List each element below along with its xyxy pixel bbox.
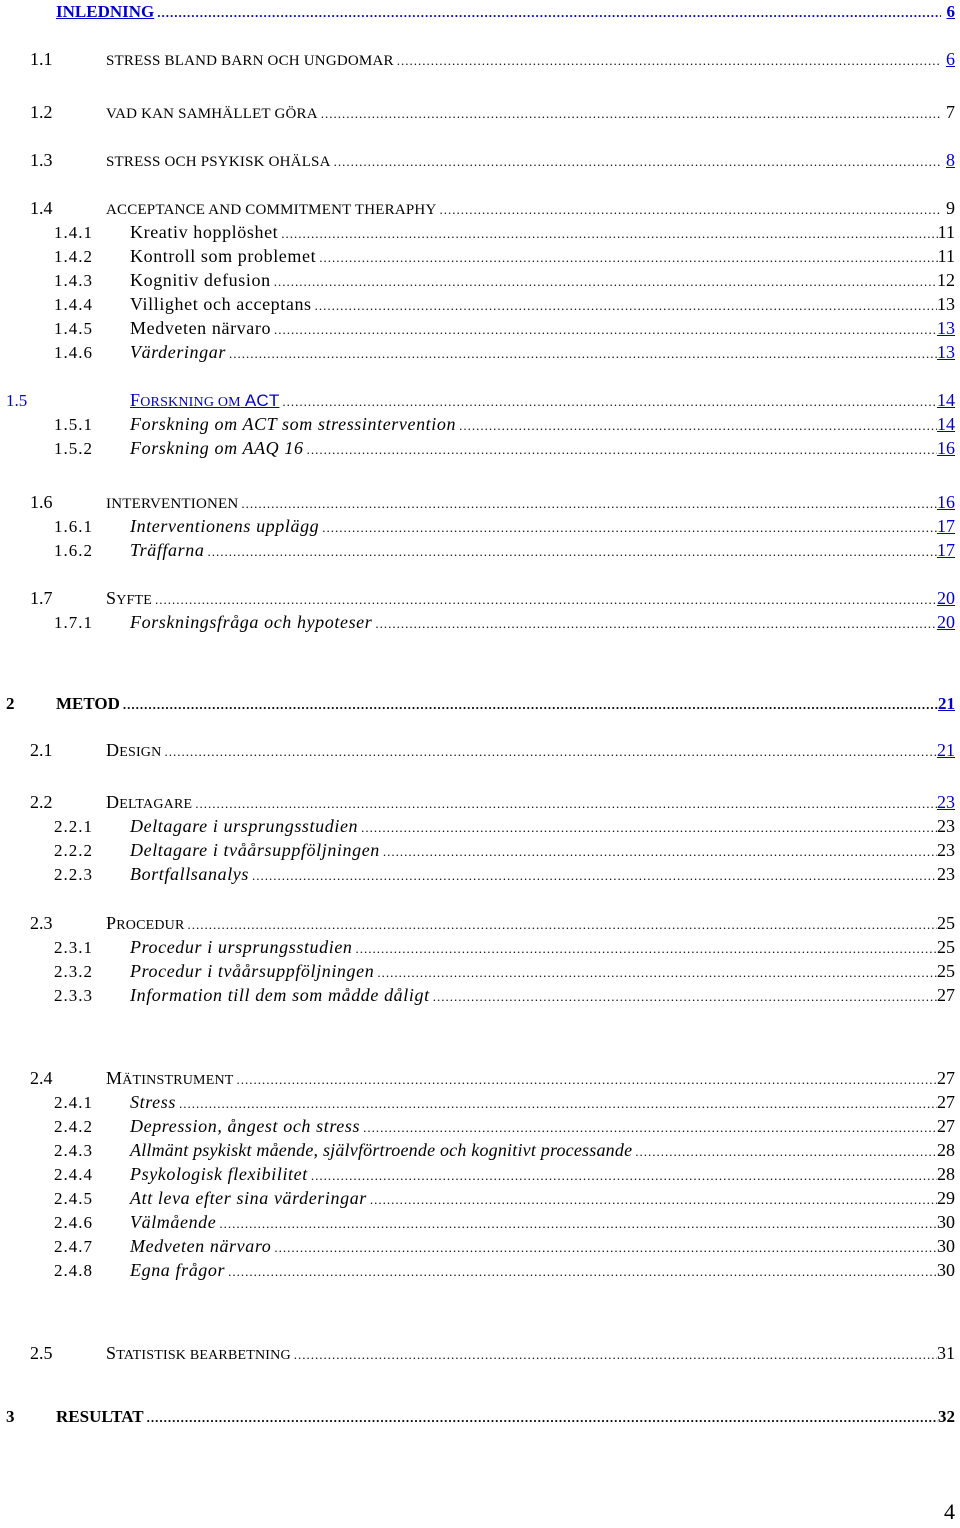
- toc-leader: [188, 913, 937, 937]
- toc-entry-2-4-7[interactable]: [0, 1234, 955, 1258]
- toc-entry-1-3[interactable]: [0, 148, 955, 172]
- toc-leader: [252, 864, 937, 888]
- toc-entry-2-4-5[interactable]: [0, 1186, 955, 1210]
- toc-entry-1-2[interactable]: [0, 100, 955, 124]
- toc-leader: [383, 840, 937, 864]
- toc-title: Kreativ hopplöshet: [130, 222, 279, 242]
- toc-page: 13: [937, 342, 955, 362]
- toc-title: Bortfallsanalys: [130, 864, 250, 884]
- toc-title: [106, 738, 164, 765]
- toc-title: METOD: [56, 694, 120, 713]
- toc-title: VAD KAN SAMHÄLLET GÖRA: [106, 106, 318, 122]
- toc-title-rest: ROCEDUR: [116, 918, 185, 933]
- toc-title: [106, 586, 155, 613]
- toc-leader: [377, 961, 937, 985]
- toc-entry-2-5[interactable]: [0, 1341, 955, 1365]
- toc-leader: [307, 438, 937, 462]
- toc-title: Stress: [130, 1092, 176, 1112]
- toc-page: 30: [937, 1212, 955, 1232]
- toc-leader: [319, 246, 937, 270]
- toc-leader: [440, 198, 942, 222]
- toc-entry-1-7[interactable]: [0, 586, 955, 610]
- toc-entry-2-2[interactable]: [0, 790, 955, 814]
- toc-title: ACCEPTANCE AND COMMITMENT THERAPHY: [106, 202, 437, 218]
- toc-title: Forskning om ACT som stressintervention: [130, 414, 457, 434]
- toc-entry-1-6-2[interactable]: [0, 538, 955, 562]
- toc-leader: [311, 1164, 937, 1188]
- toc-page: 30: [937, 1236, 955, 1256]
- toc-leader: [164, 740, 937, 764]
- toc-number: 1.3: [30, 150, 53, 170]
- toc-page: 27: [937, 1116, 955, 1136]
- toc-entry-2-1[interactable]: [0, 738, 955, 762]
- toc-page: 6: [946, 49, 955, 69]
- toc-leader: [397, 49, 941, 73]
- toc-entry-1-7-1[interactable]: [0, 610, 955, 634]
- toc-number: 2.4: [30, 1068, 53, 1088]
- toc-entry-2-2-1[interactable]: [0, 814, 955, 838]
- toc-title: Interventionens upplägg: [130, 516, 320, 536]
- toc-entry-1-5[interactable]: [0, 388, 955, 412]
- toc-entry-1-5-1[interactable]: [0, 412, 955, 436]
- toc-number: 2.4.1: [54, 1093, 93, 1112]
- toc-leader: [179, 1092, 937, 1116]
- toc-page: 13: [937, 318, 955, 338]
- toc-page: 23: [937, 816, 955, 836]
- toc-title: Villighet och acceptans: [130, 294, 312, 314]
- toc-number: 2: [6, 694, 15, 713]
- toc-title: Deltagare i ursprungsstudien: [130, 816, 359, 836]
- toc-entry-2-4[interactable]: [0, 1066, 955, 1090]
- toc-number: 1.6: [30, 492, 53, 512]
- toc-leader: [294, 1343, 937, 1367]
- toc-title: Egna frågor: [130, 1260, 226, 1280]
- toc-leader: [321, 102, 941, 126]
- toc-number: 1.4.1: [54, 223, 93, 242]
- toc-title: Kognitiv defusion: [130, 270, 271, 290]
- toc-leader: [635, 1140, 937, 1164]
- toc-page: 17: [937, 516, 955, 536]
- toc-page: 28: [937, 1140, 955, 1160]
- toc-entry-2-2-3[interactable]: [0, 862, 955, 886]
- toc-page: 30: [937, 1260, 955, 1280]
- toc-page: 12: [937, 270, 955, 290]
- toc-page: 11: [937, 246, 955, 266]
- toc-leader: [281, 222, 937, 246]
- toc-leader: [322, 516, 937, 540]
- toc-entry-2-3-1[interactable]: [0, 935, 955, 959]
- toc-entry-2-4-1[interactable]: [0, 1090, 955, 1114]
- toc-number: 1.5.2: [54, 439, 93, 458]
- toc-entry-2-3[interactable]: [0, 911, 955, 935]
- toc-title-initial: P: [106, 913, 117, 933]
- toc-number: 2.3.1: [54, 938, 93, 957]
- toc-entry-1-4[interactable]: [0, 196, 955, 220]
- toc-title-initial: S: [106, 1343, 117, 1363]
- page-number: 4: [944, 1499, 955, 1524]
- toc-page: 27: [937, 1092, 955, 1112]
- toc-page: 20: [937, 612, 955, 632]
- toc-title: Information till dem som mådde dåligt: [130, 985, 430, 1005]
- toc-page: 20: [937, 588, 955, 608]
- toc-number: 1.4.6: [54, 343, 93, 362]
- toc-number: 1.4: [30, 198, 53, 218]
- toc-title: [106, 1066, 237, 1093]
- toc-number: 2.2.2: [54, 841, 93, 860]
- toc-title: Kontroll som problemet: [130, 246, 317, 266]
- toc-entry-2-3-3[interactable]: [0, 983, 955, 1007]
- toc-page: 14: [937, 414, 955, 434]
- toc-title: Välmående: [130, 1212, 217, 1232]
- toc-page: 25: [937, 913, 955, 933]
- toc-page: 23: [937, 840, 955, 860]
- toc-leader: [361, 816, 937, 840]
- toc-leader: [157, 1, 941, 25]
- toc-title-rest: TATISTISK BEARBETNING: [116, 1348, 291, 1363]
- toc-leader: [147, 1406, 938, 1430]
- toc-leader: [123, 693, 938, 717]
- toc-title: Psykologisk flexibilitet: [130, 1164, 308, 1184]
- toc-title-initial: D: [106, 740, 120, 760]
- toc-leader: [433, 985, 937, 1009]
- toc-number: 1.4.4: [54, 295, 93, 314]
- toc-number: 2.2.1: [54, 817, 93, 836]
- toc-number: 2.4.6: [54, 1213, 93, 1232]
- toc-number: 1.4.2: [54, 247, 93, 266]
- toc-leader: [370, 1188, 937, 1212]
- toc-page: 16: [937, 438, 955, 458]
- toc-entry-1-4-5[interactable]: [0, 316, 955, 340]
- toc-entry-1-6-1[interactable]: [0, 514, 955, 538]
- toc-leader: [334, 150, 941, 174]
- toc-entry-2-4-3[interactable]: [0, 1138, 955, 1162]
- toc-number: 2.4.5: [54, 1189, 93, 1208]
- toc-title: [130, 388, 282, 415]
- toc-page: 6: [946, 2, 955, 21]
- toc-title-initial: M: [106, 1068, 123, 1088]
- toc-page: 21: [937, 740, 955, 760]
- toc-number: 2.4.3: [54, 1141, 93, 1160]
- toc-leader: [195, 792, 937, 816]
- toc-leader: [229, 342, 937, 366]
- toc-number: 2.3.2: [54, 962, 93, 981]
- toc-page: 29: [937, 1188, 955, 1208]
- toc-leader: [375, 612, 937, 636]
- toc-page: 27: [937, 985, 955, 1005]
- toc-leader: [274, 1236, 937, 1260]
- toc-number: 1.7: [30, 588, 53, 608]
- toc-title: [106, 1341, 294, 1368]
- toc-leader: [237, 1068, 937, 1092]
- toc-number: 1.4.5: [54, 319, 93, 338]
- toc-number: 2.1: [30, 740, 53, 760]
- toc-title: Allmänt psykiskt mående, självförtroende och kognitivt processande: [130, 1140, 633, 1160]
- toc-number: 2.2: [30, 792, 53, 812]
- toc-entry-2-4-8[interactable]: [0, 1258, 955, 1282]
- toc-page: 25: [937, 961, 955, 981]
- toc-number: 1.5: [6, 391, 28, 410]
- toc-number: 1.7.1: [54, 613, 93, 632]
- toc-leader: [459, 414, 937, 438]
- toc-title-initial: F: [130, 390, 141, 410]
- toc-title: STRESS BLAND BARN OCH UNGDOMAR: [106, 53, 394, 69]
- toc-page: 28: [937, 1164, 955, 1184]
- toc-title-tail: ACT: [240, 391, 280, 410]
- toc-number: 1.4.3: [54, 271, 93, 290]
- toc-leader: [219, 1212, 937, 1236]
- toc-number: 1.6.2: [54, 541, 93, 560]
- toc-page: 31: [937, 1343, 955, 1363]
- toc-title: Deltagare i tvåårsuppföljningen: [130, 840, 380, 860]
- toc-title: Att leva efter sina värderingar: [130, 1188, 367, 1208]
- toc-number: 2.4.4: [54, 1165, 93, 1184]
- toc-title: [106, 790, 195, 817]
- toc-title-initial: D: [106, 792, 120, 812]
- toc-title-rest: ÄTINSTRUMENT: [122, 1073, 234, 1088]
- toc-leader: [155, 588, 937, 612]
- toc-entry-1-4-1[interactable]: [0, 220, 955, 244]
- toc-number: 1.2: [30, 102, 53, 122]
- toc-title: Procedur i ursprungsstudien: [130, 937, 353, 957]
- toc-page: 14: [937, 390, 955, 410]
- toc-number: 2.4.8: [54, 1261, 93, 1280]
- toc-leader: [363, 1116, 937, 1140]
- toc-leader: [241, 492, 937, 516]
- toc-page: 8: [946, 150, 955, 170]
- toc-page: 9: [946, 198, 955, 218]
- toc-entry-1-5-2[interactable]: [0, 436, 955, 460]
- toc-entry-2-2-2[interactable]: [0, 838, 955, 862]
- toc-page: 11: [937, 222, 955, 242]
- toc-number: 1.1: [30, 49, 53, 69]
- toc-title-rest: ELTAGARE: [119, 797, 193, 812]
- toc-page: 27: [937, 1068, 955, 1088]
- toc-entry-1-4-2[interactable]: [0, 244, 955, 268]
- toc-title: RESULTAT: [56, 1407, 144, 1426]
- toc-page: 17: [937, 540, 955, 560]
- toc-title: Träffarna: [130, 540, 205, 560]
- toc-title: Medveten närvaro: [130, 318, 272, 338]
- toc-number: 3: [6, 1407, 15, 1426]
- toc-entry-2-4-4[interactable]: [0, 1162, 955, 1186]
- toc-page: 7: [946, 102, 955, 122]
- toc-leader: [274, 318, 937, 342]
- toc-page: 16: [937, 492, 955, 512]
- toc-page: 32: [938, 1407, 955, 1426]
- toc-title: STRESS OCH PSYKISK OHÄLSA: [106, 154, 331, 170]
- toc-title-rest: YFTE: [116, 593, 153, 608]
- toc-number: 2.4.7: [54, 1237, 93, 1256]
- toc-entry-1-6[interactable]: [0, 490, 955, 514]
- toc-entry-3[interactable]: [0, 1405, 955, 1429]
- toc-entry-1-1[interactable]: [0, 47, 955, 71]
- toc-title: Forskningsfråga och hypoteser: [130, 612, 373, 632]
- toc-title-rest: ORSKNING OM: [140, 395, 241, 410]
- toc-title: Depression, ångest och stress: [130, 1116, 361, 1136]
- toc-leader: [282, 390, 937, 414]
- toc-entry-1-4-3[interactable]: [0, 268, 955, 292]
- toc-entry-2-4-2[interactable]: [0, 1114, 955, 1138]
- toc-leader: [274, 270, 937, 294]
- toc-page: 13: [937, 294, 955, 314]
- toc-number: 2.3.3: [54, 986, 93, 1005]
- toc-number: 2.2.3: [54, 865, 93, 884]
- toc-page: 23: [937, 864, 955, 884]
- toc-title: Värderingar: [130, 342, 226, 362]
- toc-leader: [228, 1260, 937, 1284]
- toc-title: INTERVENTIONEN: [106, 496, 239, 512]
- toc-title: Medveten närvaro: [130, 1236, 272, 1256]
- toc-title: INLEDNING: [56, 2, 155, 21]
- toc-entry-1-4-4[interactable]: [0, 292, 955, 316]
- toc-entry-2-3-2[interactable]: [0, 959, 955, 983]
- toc-title: Procedur i tvåårsuppföljningen: [130, 961, 375, 981]
- toc-page: 21: [938, 694, 955, 713]
- toc-leader: [356, 937, 937, 961]
- toc-number: 2.5: [30, 1343, 53, 1363]
- toc-title: [106, 911, 188, 938]
- toc-number: 2.4.2: [54, 1117, 93, 1136]
- toc-title: Forskning om AAQ 16: [130, 438, 304, 458]
- toc-number: 2.3: [30, 913, 53, 933]
- toc-leader: [207, 540, 937, 564]
- toc-page: 25: [937, 937, 955, 957]
- toc-entry-inledning[interactable]: [0, 0, 955, 24]
- toc-leader: [315, 294, 937, 318]
- toc-entry-2[interactable]: [0, 692, 955, 716]
- toc-entry-1-4-6[interactable]: [0, 340, 955, 364]
- toc-number: 1.6.1: [54, 517, 93, 536]
- toc-title-rest: ESIGN: [119, 745, 162, 760]
- toc-number: 1.5.1: [54, 415, 93, 434]
- toc-title-initial: S: [106, 588, 117, 608]
- toc-page: 23: [937, 792, 955, 812]
- toc-entry-2-4-6[interactable]: [0, 1210, 955, 1234]
